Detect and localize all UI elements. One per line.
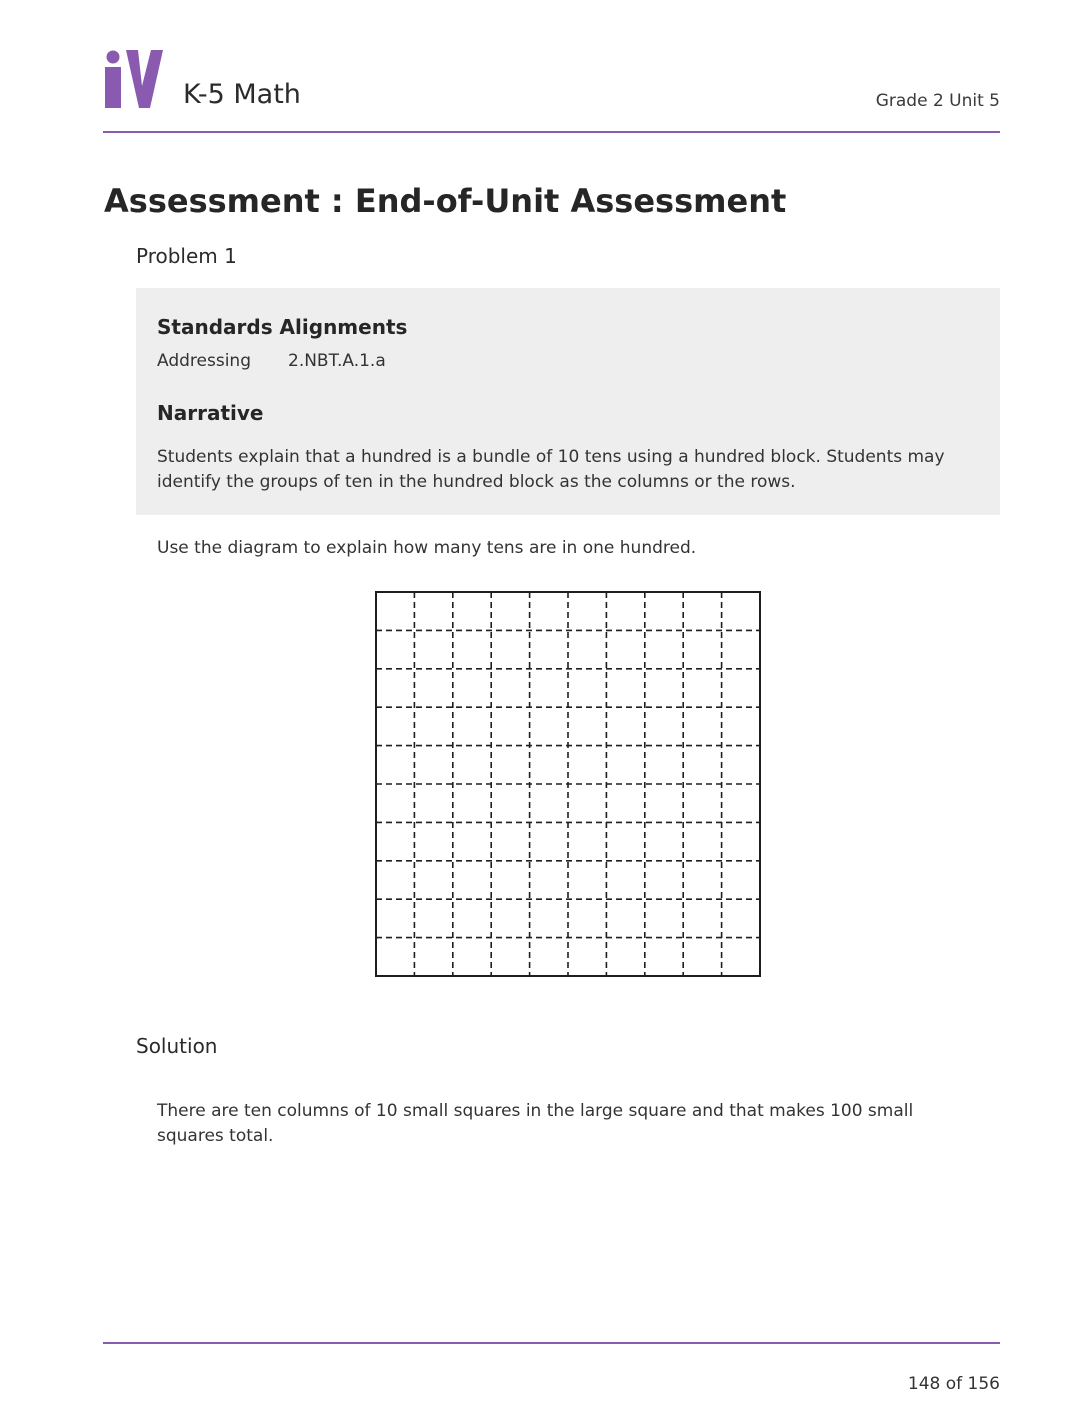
course-label: Grade 2 Unit 5 [875, 91, 1000, 111]
header-divider [103, 131, 1000, 133]
standards-panel [136, 288, 1000, 515]
standards-heading: Standards Alignments [157, 315, 408, 339]
footer-divider [103, 1342, 1000, 1344]
solution-heading: Solution [136, 1034, 218, 1058]
page-title: Assessment : End-of-Unit Assessment [104, 182, 787, 220]
problem-prompt: Use the diagram to explain how many tens are in one hundred. [157, 538, 697, 558]
narrative-heading: Narrative [157, 401, 264, 425]
narrative-text: Students explain that a hundred is a bundle of 10 tens using a hundred block. Students may identify the groups of ten in the hundred block as the columns or the rows. [157, 447, 945, 492]
addressing-label: Addressing [157, 351, 251, 371]
brand-name: K-5 Math [183, 79, 301, 110]
addressing-code: 2.NBT.A.1.a [288, 351, 386, 371]
page-number: 148 of 156 [907, 1374, 1000, 1394]
solution-text: There are ten columns of 10 small squares in the large square and that makes 100 small squares total. [157, 1101, 914, 1146]
hundred-block-diagram [375, 591, 761, 977]
iv-logo [103, 50, 163, 108]
problem-heading: Problem 1 [136, 244, 237, 268]
